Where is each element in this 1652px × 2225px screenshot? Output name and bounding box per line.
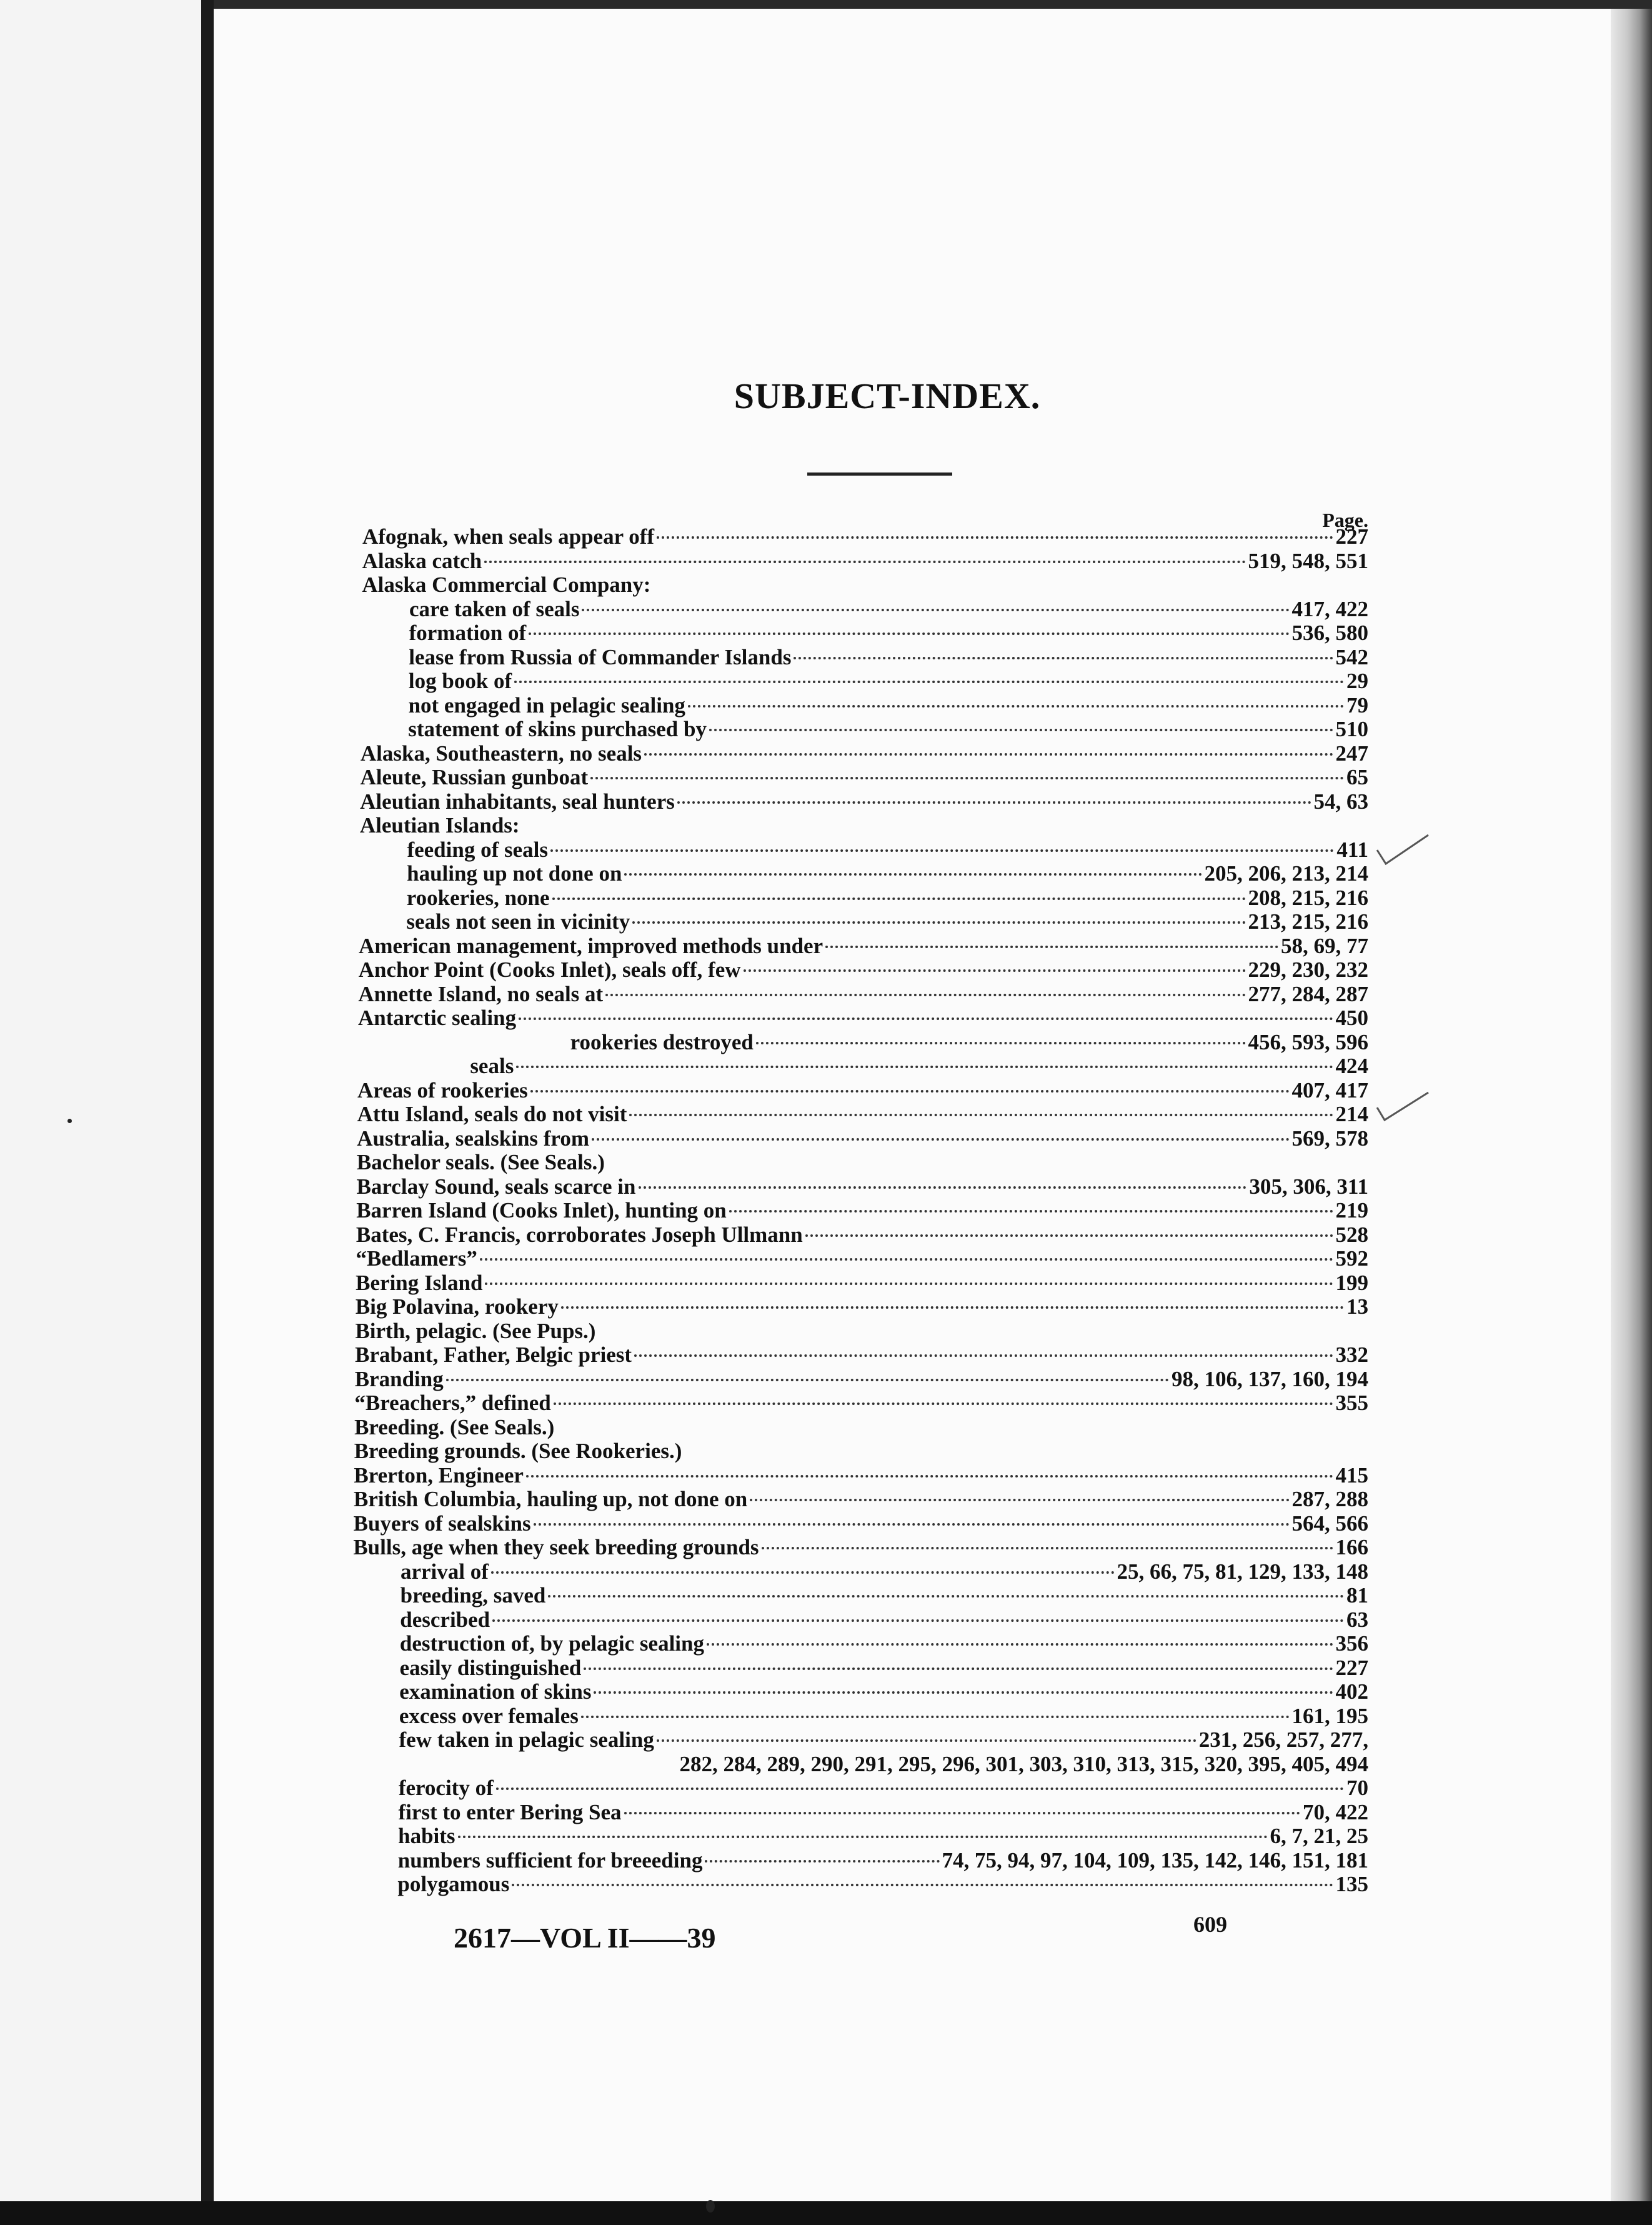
dot-leader xyxy=(657,1739,1197,1742)
index-entry-pages: 592 xyxy=(1335,1246,1368,1271)
index-entry-text: Aleute, Russian gunboat xyxy=(360,765,589,789)
index-entry xyxy=(354,1439,1368,1464)
index-entry-pages: 231, 256, 257, 277, xyxy=(1198,1728,1368,1752)
dot-leader xyxy=(794,657,1333,659)
index-entry xyxy=(360,814,1368,838)
dot-leader xyxy=(584,1668,1333,1670)
index-entry xyxy=(352,1704,1368,1729)
index-entry-pages: 542 xyxy=(1335,644,1368,669)
index-entry-pages: 450 xyxy=(1335,1006,1368,1030)
index-entry xyxy=(361,669,1368,694)
index-entry-text: habits xyxy=(398,1824,455,1848)
index-entry-pages: 569, 578 xyxy=(1291,1126,1368,1151)
index-entry-pages: 227 xyxy=(1335,1655,1368,1680)
index-entry xyxy=(358,1006,1368,1031)
index-entry-pages: 70 xyxy=(1346,1776,1368,1800)
index-entry xyxy=(352,1680,1368,1704)
index-entry xyxy=(359,838,1368,862)
dot-leader xyxy=(519,1018,1333,1020)
index-entry-pages: 65 xyxy=(1346,765,1368,789)
index-entry xyxy=(353,1560,1368,1584)
index-entry xyxy=(359,862,1368,886)
index-entry xyxy=(354,1512,1368,1536)
index-entry xyxy=(357,1151,1368,1175)
scan-bottom-border xyxy=(0,2201,1652,2225)
index-entry-pages: 79 xyxy=(1346,692,1368,718)
pencil-check-mark-icon xyxy=(1375,1088,1431,1125)
signature-mark: 2617—VOL II——39 xyxy=(454,1922,716,1954)
dot-leader xyxy=(446,1379,1169,1381)
index-entry-text: numbers sufficient for breeeding xyxy=(397,1848,703,1872)
index-entry xyxy=(361,718,1368,742)
dot-leader xyxy=(582,609,1289,611)
index-entry-text: seals xyxy=(470,1054,514,1078)
index-entry xyxy=(357,1127,1368,1151)
index-entry-text: American management, improved methods under xyxy=(359,933,824,958)
dot-leader xyxy=(729,1210,1333,1212)
dot-leader xyxy=(629,1114,1333,1116)
index-entry xyxy=(361,766,1369,790)
index-entry xyxy=(354,1488,1368,1512)
index-entry-text: Bates, C. Francis, corroborates Joseph Ullmann xyxy=(356,1222,803,1247)
dot-leader xyxy=(552,898,1246,900)
index-entry-text: ferocity of xyxy=(398,1776,494,1800)
subject-index-list xyxy=(353,524,1368,1897)
index-entry-text: examination of skins xyxy=(399,1679,592,1704)
index-entry-text: described xyxy=(400,1607,490,1632)
index-entry-pages: 519, 548, 551 xyxy=(1248,548,1368,573)
dot-leader xyxy=(526,1475,1333,1478)
index-entry-text: Breeding. (See Seals.) xyxy=(354,1414,555,1439)
index-entry xyxy=(355,1319,1368,1344)
index-entry-text: Afognak, when seals appear off xyxy=(362,524,655,549)
dot-leader xyxy=(707,1643,1333,1646)
index-entry-text: few taken in pelagic sealing xyxy=(399,1728,654,1752)
index-entry-pages: 135 xyxy=(1335,1872,1368,1896)
index-entry-pages: 424 xyxy=(1335,1054,1368,1078)
index-entry-text: statement of skins purchased by xyxy=(408,717,707,741)
index-entry-text: polygamous xyxy=(397,1872,510,1896)
dot-leader xyxy=(805,1234,1333,1237)
index-entry xyxy=(356,1247,1369,1271)
index-entry xyxy=(356,1271,1368,1296)
index-entry xyxy=(352,1608,1368,1632)
index-entry-pages: 456, 593, 596 xyxy=(1248,1029,1368,1054)
index-entry-text: Birth, pelagic. (See Pups.) xyxy=(355,1318,596,1343)
index-entry-continuation xyxy=(351,1752,1368,1777)
index-entry-text: rookeries destroyed xyxy=(570,1029,754,1054)
index-entry-text: Aleutian inhabitants, seal hunters xyxy=(360,789,675,814)
index-entry-pages: 74, 75, 94, 97, 104, 109, 135, 142, 146, 151, 181 xyxy=(942,1848,1368,1872)
dot-leader xyxy=(750,1499,1289,1501)
index-entry-text: excess over females xyxy=(399,1703,579,1728)
index-entry-text: Alaska, Southeastern, no seals xyxy=(360,741,642,766)
index-entry-text: Buyers of sealskins xyxy=(353,1511,531,1536)
index-entry-pages: 402 xyxy=(1335,1679,1368,1704)
index-entry-pages: 214 xyxy=(1335,1102,1368,1126)
ink-speck xyxy=(706,2200,715,2212)
index-entry-text: seals not seen in vicinity xyxy=(406,909,630,934)
index-entry xyxy=(359,910,1368,934)
index-entry-pages: 229, 230, 232 xyxy=(1248,958,1368,982)
index-entry xyxy=(352,1728,1369,1752)
index-entry xyxy=(357,1102,1368,1127)
dot-leader xyxy=(677,801,1311,804)
dot-leader xyxy=(592,1138,1290,1141)
index-entry xyxy=(356,1199,1368,1223)
dot-leader xyxy=(624,1812,1301,1814)
page-stack-edge xyxy=(1611,9,1652,2201)
dot-leader xyxy=(512,1884,1333,1886)
index-entry-pages: 29 xyxy=(1346,669,1368,693)
index-entry xyxy=(352,1632,1368,1656)
index-entry-text: care taken of seals xyxy=(409,596,580,621)
index-entry-text: Anchor Point (Cooks Inlet), seals off, few xyxy=(358,958,741,982)
index-entry-text: Areas of rookeries xyxy=(357,1078,528,1102)
index-entry xyxy=(359,958,1368,982)
index-entry xyxy=(362,549,1368,574)
dot-leader xyxy=(825,946,1278,948)
title-rule xyxy=(807,472,952,476)
dot-leader xyxy=(639,1186,1247,1189)
index-entry-pages: 415 xyxy=(1335,1462,1368,1488)
index-entry-pages: 161, 195 xyxy=(1291,1703,1368,1728)
index-entry-text: easily distinguished xyxy=(399,1655,582,1680)
index-entry-pages: 58, 69, 77 xyxy=(1281,933,1368,958)
index-entry xyxy=(359,886,1368,911)
index-entry xyxy=(355,1368,1368,1392)
index-entry xyxy=(351,1824,1368,1849)
index-entry-text: hauling up not done on xyxy=(407,861,622,886)
index-entry xyxy=(360,790,1368,814)
index-entry-text: Australia, sealskins from xyxy=(357,1126,589,1151)
index-entry-text: first to enter Bering Sea xyxy=(398,1799,622,1824)
dot-leader xyxy=(561,1306,1344,1309)
index-entry-text: Alaska Commercial Company: xyxy=(362,572,651,597)
index-entry-text: breeding, saved xyxy=(400,1583,546,1608)
index-entry xyxy=(350,1872,1368,1897)
index-entry-pages: 417, 422 xyxy=(1291,596,1368,621)
index-entry-text: Brabant, Father, Belgic priest xyxy=(355,1342,632,1367)
index-entry-pages: 510 xyxy=(1335,717,1368,741)
index-entry-text: Bachelor seals. (See Seals.) xyxy=(356,1150,605,1174)
index-entry-pages: 219 xyxy=(1335,1198,1368,1222)
dot-leader xyxy=(594,1691,1333,1694)
dot-leader xyxy=(529,632,1289,635)
index-entry xyxy=(361,742,1368,766)
pencil-check-mark-icon xyxy=(1375,831,1431,869)
index-entry xyxy=(351,1849,1368,1873)
index-entry-text: Alaska catch xyxy=(362,548,482,573)
index-entry xyxy=(351,1776,1368,1801)
index-entry-pages: 355 xyxy=(1335,1391,1368,1415)
dot-leader xyxy=(705,1860,939,1862)
index-entry-pages: 213, 215, 216 xyxy=(1248,909,1368,934)
index-entry-text: Aleutian Islands: xyxy=(359,813,520,838)
index-entry xyxy=(355,1343,1368,1368)
index-entry-pages: 13 xyxy=(1346,1294,1368,1319)
dot-leader xyxy=(554,1402,1333,1405)
index-entry-text: log book of xyxy=(408,669,512,693)
dot-leader xyxy=(458,1836,1268,1838)
index-entry xyxy=(354,1464,1368,1488)
index-entry-pages: 528 xyxy=(1335,1222,1368,1247)
index-entry-pages: 247 xyxy=(1335,741,1368,766)
index-entry-text: Barren Island (Cooks Inlet), hunting on xyxy=(356,1198,727,1222)
index-entry xyxy=(361,646,1368,670)
dot-leader xyxy=(624,873,1202,876)
index-entry-text: Breeding grounds. (See Rookeries.) xyxy=(354,1439,682,1463)
dot-leader xyxy=(530,1090,1290,1092)
index-entry-text: “Breachers,” defined xyxy=(354,1391,551,1415)
dot-leader xyxy=(485,1282,1333,1285)
index-entry-pages: 166 xyxy=(1335,1535,1368,1559)
page-column-header: Page. xyxy=(1322,509,1368,531)
index-entry-pages: 305, 306, 311 xyxy=(1249,1174,1368,1199)
index-entry xyxy=(359,934,1368,959)
index-entry xyxy=(356,1223,1368,1248)
index-entry-text: rookeries, none xyxy=(406,885,550,910)
index-entry xyxy=(356,1295,1368,1319)
index-entry xyxy=(353,1584,1368,1608)
index-entry xyxy=(352,1656,1368,1681)
index-entry xyxy=(358,1031,1368,1055)
index-entry-text: formation of xyxy=(409,621,527,645)
index-entry xyxy=(353,1536,1368,1560)
index-entry-text: British Columbia, hauling up, not done on xyxy=(354,1487,748,1511)
index-entry-text: Bering Island xyxy=(356,1270,483,1295)
dot-leader xyxy=(491,1571,1115,1574)
dot-leader xyxy=(484,561,1245,563)
index-entry-text: not engaged in pelagic sealing xyxy=(408,692,685,718)
index-entry-pages: 407, 417 xyxy=(1291,1078,1368,1102)
dot-leader xyxy=(744,969,1246,972)
dot-leader xyxy=(632,921,1245,924)
index-entry-pages: 287, 288 xyxy=(1291,1487,1368,1511)
index-entry xyxy=(358,982,1368,1007)
index-entry-text: arrival of xyxy=(400,1559,489,1584)
index-entry-pages: 332 xyxy=(1335,1342,1368,1367)
index-entry-pages: 356 xyxy=(1335,1631,1368,1656)
index-entry-text: Annette Island, no seals at xyxy=(358,981,604,1006)
index-entry-pages: 199 xyxy=(1335,1270,1368,1295)
dot-leader xyxy=(534,1523,1290,1526)
index-entry-text: Brerton, Engineer xyxy=(354,1462,524,1488)
index-entry-pages: 63 xyxy=(1346,1607,1368,1632)
dot-leader xyxy=(516,1066,1333,1068)
facing-page-edge xyxy=(0,0,201,2225)
dot-leader xyxy=(550,849,1334,852)
book-gutter xyxy=(201,0,214,2225)
index-entry xyxy=(361,694,1368,718)
index-entry-pages: 81 xyxy=(1346,1583,1368,1608)
index-entry-pages: 564, 566 xyxy=(1291,1511,1368,1536)
dot-leader xyxy=(644,753,1333,756)
index-entry-text: “Bedlamers” xyxy=(356,1246,477,1271)
index-entry-text: feeding of seals xyxy=(407,837,548,862)
index-entry-pages: 282, 284, 289, 290, 291, 295, 296, 301, 303, 310, 313, 315, 320, 395, 405, 494 xyxy=(679,1751,1368,1776)
index-entry-pages: 536, 580 xyxy=(1291,621,1368,645)
index-entry xyxy=(357,1054,1368,1079)
dot-leader xyxy=(480,1258,1333,1261)
index-entry-pages: 411 xyxy=(1336,837,1368,862)
index-entry-text: Barclay Sound, seals scarce in xyxy=(356,1174,636,1199)
index-entry-pages: 98, 106, 137, 160, 194 xyxy=(1172,1366,1368,1391)
dot-leader xyxy=(590,777,1344,779)
dot-leader xyxy=(492,1619,1344,1622)
ink-speck xyxy=(67,1119,72,1123)
index-entry-pages: 208, 215, 216 xyxy=(1248,885,1368,910)
index-entry-text: Attu Island, seals do not visit xyxy=(357,1102,627,1126)
dot-leader xyxy=(605,994,1245,996)
index-entry xyxy=(354,1391,1368,1416)
dot-leader xyxy=(634,1354,1333,1357)
dot-leader xyxy=(688,705,1344,708)
index-entry xyxy=(362,525,1368,549)
index-entry-pages: 54, 63 xyxy=(1313,789,1368,814)
index-entry-pages: 227 xyxy=(1335,524,1368,549)
index-entry-pages: 6, 7, 21, 25 xyxy=(1270,1824,1368,1848)
index-entry-text: destruction of, by pelagic sealing xyxy=(399,1631,704,1656)
index-entry-text: Bulls, age when they seek breeding grounds xyxy=(353,1535,759,1559)
page-number: 609 xyxy=(1193,1912,1227,1937)
index-entry-text: Big Polavina, rookery xyxy=(355,1294,559,1319)
index-entry-pages: 25, 66, 75, 81, 129, 133, 148 xyxy=(1117,1559,1368,1584)
index-entry-pages: 205, 206, 213, 214 xyxy=(1204,861,1368,886)
index-entry-text: Antarctic sealing xyxy=(358,1006,517,1030)
index-entry-text: Branding xyxy=(354,1366,444,1391)
dot-leader xyxy=(548,1595,1344,1598)
index-entry xyxy=(354,1416,1368,1440)
index-entry-pages: 277, 284, 287 xyxy=(1248,981,1368,1006)
index-entry xyxy=(357,1079,1368,1103)
dot-leader xyxy=(657,536,1333,539)
index-entry xyxy=(362,598,1368,622)
dot-leader xyxy=(514,681,1344,683)
index-entry xyxy=(362,573,1368,598)
index-entry xyxy=(362,621,1368,646)
dot-leader xyxy=(762,1547,1333,1549)
dot-leader xyxy=(496,1788,1344,1790)
index-entry-text: lease from Russia of Commander Islands xyxy=(409,644,792,669)
dot-leader xyxy=(709,729,1333,731)
index-entry xyxy=(357,1175,1368,1199)
dot-leader xyxy=(756,1042,1246,1044)
index-entry xyxy=(351,1801,1368,1825)
page-title: SUBJECT-INDEX. xyxy=(734,376,1041,416)
index-entry-pages: 70, 422 xyxy=(1303,1799,1368,1824)
dot-leader xyxy=(581,1716,1290,1718)
